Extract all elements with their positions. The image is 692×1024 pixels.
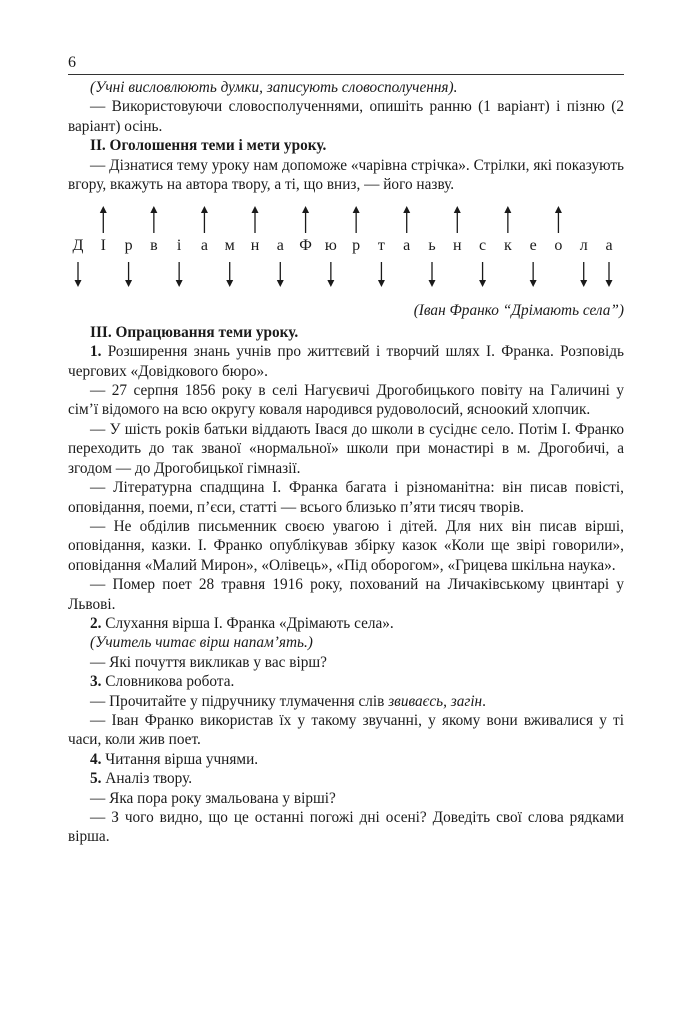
down-arrow-icon — [429, 262, 436, 287]
up-arrow-icon — [403, 206, 410, 233]
task-paragraph: — Використовуючи словосполученнями, опишіть ранню (1 варіант) і пізню (2 варіант) осінь. — [68, 98, 624, 135]
biography-paragraph-5: — Помер поет 28 травня 1916 року, похований на Личаківському цвинтарі у Львові. — [68, 576, 624, 613]
ribbon-letter: а — [200, 237, 208, 255]
item-2-text: Слухання вірша І. Франка «Дрімають села». — [101, 614, 394, 632]
up-arrow-icon — [504, 206, 511, 233]
item-1 — [68, 342, 624, 381]
down-arrow-icon — [327, 262, 334, 287]
vocabulary-words: звиваєсь, загін — [388, 692, 483, 710]
ribbon-letter: о — [554, 237, 563, 255]
down-arrow-icon — [606, 262, 613, 287]
section-3-title: III. Опрацювання теми уроку. — [90, 323, 299, 341]
question-3: — Яка пора року змальована у вірші? — [90, 789, 336, 807]
section-2-text: — Дізнатися тему уроку нам допоможе «чарівна стрічка». Стрілки, які показують вгору, вкажуть на автора твору, а ті, що вниз, — його назву. — [68, 156, 624, 194]
up-arrow-icon — [454, 206, 461, 233]
ribbon-letter: в — [150, 237, 158, 255]
item-5-text: Аналіз твору. — [101, 770, 193, 788]
item-4 — [68, 750, 624, 769]
magic-ribbon — [68, 205, 624, 301]
ribbon-letter: т — [377, 237, 385, 255]
header-rule — [68, 74, 624, 75]
up-arrow-icon — [302, 206, 309, 233]
ribbon-letter: е — [529, 237, 537, 255]
ribbon-letter: м — [224, 237, 235, 255]
biography-paragraph-4: — Не обділив письменник своєю увагою і дітей. Для них він писав вірші, оповідання, казки. І. Франко опублікував збірку казок «Коли ще звірі говорили», оповідання «Малий Мирон», «Олівець», «Під оборогом», «Грицева шкільна наука». — [68, 517, 624, 574]
ribbon-letter: Ф — [299, 237, 312, 255]
question-2-end: . — [482, 692, 486, 710]
up-arrow-icon — [353, 206, 360, 233]
up-arrow-icon — [201, 206, 208, 233]
ribbon-letter: а — [403, 237, 411, 255]
ribbon-letter: Д — [72, 237, 84, 255]
item-5 — [68, 769, 624, 788]
explanation-paragraph: — Іван Франко використав їх у такому звучанні, у якому вони вживалися у ті часи, коли жив поет. — [68, 711, 624, 749]
question-4: — З чого видно, що це останні погожі дні осені? Доведіть свої слова рядками вірша. — [68, 809, 624, 846]
document-page — [68, 52, 624, 847]
item-1-number: 1. — [90, 343, 102, 361]
up-arrow-icon — [150, 206, 157, 233]
down-arrow-icon — [378, 262, 385, 287]
ribbon-letter: р — [124, 237, 133, 255]
item-1-text: Розширення знань учнів про життєвий і творчий шлях І. Франка. Розповідь чергових «Довідкового бюро». — [68, 343, 624, 380]
down-arrow-icon — [75, 262, 82, 287]
teacher-note: (Учитель читає вірш напам’ять.) — [90, 634, 313, 652]
down-arrow-icon — [125, 262, 132, 287]
up-arrow-icon — [100, 206, 107, 233]
pupils-note: (Учні висловлюють думки, записують словосполучення). — [90, 79, 458, 96]
page-number: 6 — [68, 54, 76, 71]
biography-paragraph-2: — У шість років батьки віддають Івася до школи в сусіднє село. Потім І. Франко переходить до так званої «нормальної» школи при монастирі в м. Дрогобичі, а згодом — до Дрогобицької гімназії. — [68, 420, 624, 477]
biography-paragraph-1: — 27 серпня 1856 року в селі Нагуєвичі Дрогобицького повіту на Галичині у сім’ї відомого на всю округу коваля народився рудоволосий, ясноокий хлопчик. — [68, 382, 624, 419]
down-arrow-icon — [277, 262, 284, 287]
ribbon-letter: і — [176, 237, 182, 255]
biography-paragraph-3: — Літературна спадщина І. Франка багата і різноманітна: він писав повісті, оповідання, поеми, п’єси, статті — всього близько п’яти тисяч творів. — [68, 479, 624, 516]
down-arrow-icon — [479, 262, 486, 287]
down-arrow-icon — [530, 262, 537, 287]
question-1: — Які почуття викликав у вас вірш? — [90, 653, 327, 671]
ribbon-letter: н — [250, 237, 260, 255]
item-4-number: 4. — [90, 750, 102, 768]
up-arrow-icon — [252, 206, 259, 233]
down-arrow-icon — [226, 262, 233, 287]
ribbon-letter: н — [453, 237, 462, 255]
ribbon-letter: І — [100, 237, 106, 255]
up-arrow-icon — [555, 206, 562, 233]
question-2 — [68, 692, 624, 711]
item-3-number: 3. — [90, 673, 102, 691]
ribbon-letter: а — [276, 237, 284, 255]
ribbon-letter: ю — [324, 237, 337, 255]
ribbon-letter: а — [605, 237, 613, 255]
item-4-text: Читання вірша учнями. — [101, 750, 259, 768]
ribbon-letter: к — [503, 237, 512, 255]
ribbon-caption: (Іван Франко “Дрімають села”) — [413, 302, 624, 320]
ribbon-letter: ь — [428, 237, 436, 255]
section-2-title: II. Оголошення теми і мети уроку. — [90, 137, 327, 155]
ribbon-letter: р — [352, 237, 361, 255]
item-3-text: Словникова робота. — [101, 673, 235, 691]
question-2-text: — Прочитайте у підручнику тлумачення слів — [90, 692, 389, 710]
item-5-number: 5. — [90, 770, 102, 788]
down-arrow-icon — [176, 262, 183, 287]
item-2 — [68, 614, 624, 633]
item-3 — [68, 672, 624, 691]
ribbon-letter: л — [579, 237, 588, 255]
down-arrow-icon — [580, 262, 587, 287]
item-2-number: 2. — [90, 614, 102, 632]
ribbon-letter: с — [479, 237, 487, 255]
